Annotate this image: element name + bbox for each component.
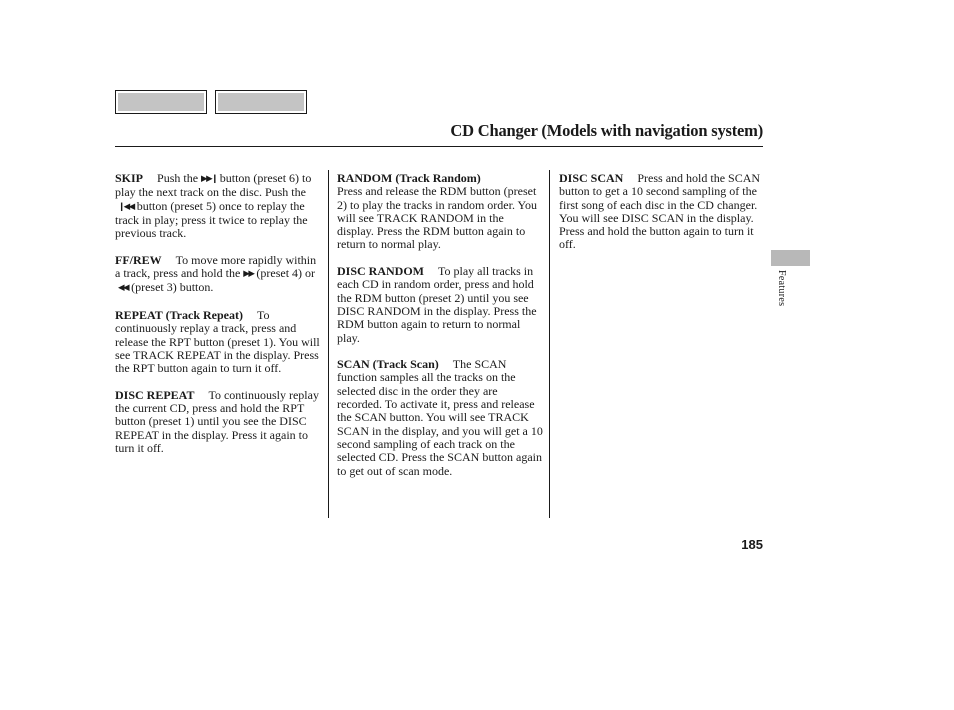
section-marker [771,250,810,266]
ffrew-text-c: (preset 3) button. [131,280,214,295]
skip-paragraph [115,172,321,240]
ffrew-text-a: To move more rapidly within a track, press and hold the [115,252,317,281]
skip-text-a: Push the [157,171,199,185]
ffrew-paragraph [115,254,321,296]
random-heading: RANDOM (Track Random) [337,171,481,185]
disc-random-heading: DISC RANDOM [337,264,424,279]
disc-scan-heading: DISC SCAN [559,171,624,185]
repeat-heading: REPEAT (Track Repeat) [115,307,243,322]
random-text: Press and release the RDM button (preset 2) to play the tracks in random order. You will see TRACK RANDOM in the display. Press the RDM button again to return to normal play. [337,184,537,252]
title-rule [115,146,763,147]
header-tab-right [215,90,307,114]
skip-forward-icon: ▶▶❙ [201,174,217,184]
scan-heading: SCAN (Track Scan) [337,357,439,372]
scan-paragraph [337,358,543,478]
ffrew-heading: FF/REW [115,252,162,267]
skip-text-c: button (preset 5) once to replay the track in play; press it twice to replay the previous track. [115,198,308,241]
disc-scan-paragraph [559,172,764,252]
column-divider-1 [328,170,329,518]
page-title: CD Changer (Models with navigation system) [450,121,763,140]
rewind-icon: ◀◀ [118,283,129,294]
skip-back-icon: ❙◀◀ [118,201,134,212]
section-label: Features [776,270,787,307]
disc-repeat-text: To continuously replay the current CD, press and hold the RPT button (preset 1) until you see the DISC REPEAT in the display. Press it again to turn it off. [115,387,319,455]
page-number: 185 [741,537,763,552]
fast-forward-icon: ▶▶ [243,269,254,280]
header-tab-left [115,90,207,114]
disc-repeat-paragraph [115,389,321,455]
disc-random-paragraph [337,265,543,345]
disc-scan-text: Press and hold the SCAN button to get a 10 second sampling of the first song of each disc in the CD changer. You will see DISC SCAN in the display. Press and hold the button again to turn it off. [559,171,761,252]
skip-text-b: button (preset 6) to play the next track on the disc. Push the [115,171,312,200]
skip-heading: SKIP [115,171,144,185]
column-divider-2 [549,170,550,518]
repeat-paragraph [115,309,321,375]
column-1 [115,172,321,469]
ffrew-text-b: (preset 4) or [256,266,316,281]
column-3 [559,172,764,265]
random-paragraph [337,172,543,252]
disc-random-text: To play all tracks in each CD in random order, press and hold the RDM button (preset 2) until you see DISC RANDOM in the display. Press the RDM button again to return to normal play. [337,264,537,345]
repeat-text: To continuously replay a track, press and release the RPT button (preset 1). You will see TRACK REPEAT in the display. Press the RPT button again to turn it off. [115,307,320,376]
disc-repeat-heading: DISC REPEAT [115,387,195,402]
scan-text: The SCAN function samples all the tracks on the selected disc in the order they are recorded. To activate it, press and release the SCAN button. You will see TRACK SCAN in the display, and you will get a 10 second sampling of each track on the selected CD. Press the SCAN button again to get out of scan mode. [337,357,543,478]
column-2 [337,172,543,491]
